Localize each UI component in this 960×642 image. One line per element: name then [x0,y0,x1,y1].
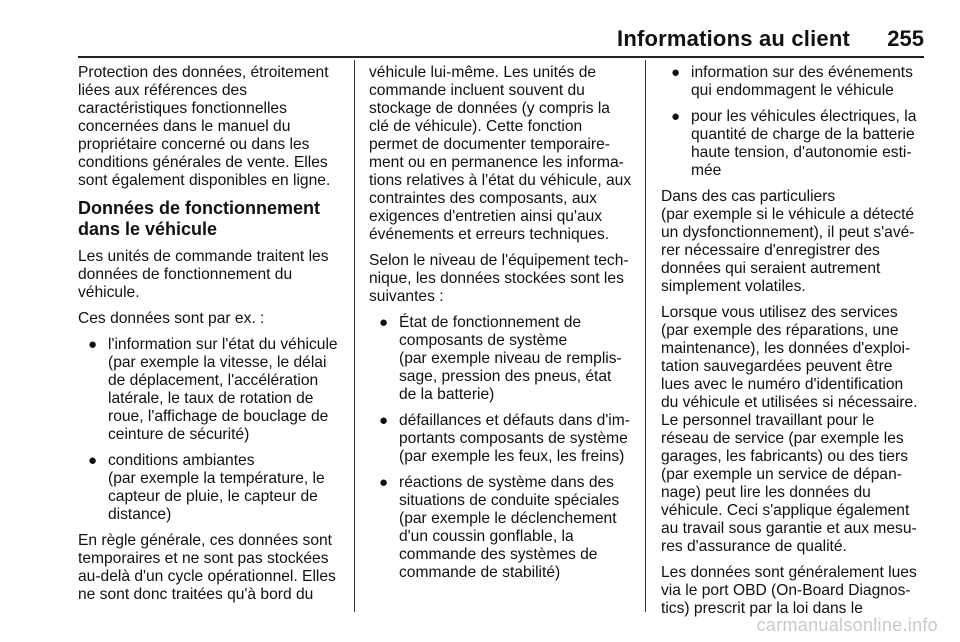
paragraph: Protection des données, étroitement liées aux références des caractéristiques fonctionnelles concernées dans le manuel du propriétaire concerné ou dans les conditions générales de vente. Elles sont également disponibles en ligne. [78,64,331,189]
column-3 [661,64,926,626]
list-item-text: réactions de système dans des situations de conduite spéciales (par exemple le déclenchement d'un coussin gonflable, la commande des systèmes de commande de stabilité) [399,474,620,581]
page-number: 255 [887,26,924,51]
page-title: Informations au client [617,26,850,51]
list-item-text: défaillances et défauts dans d'im- portants composants de système (par exemple les feux, les freins) [399,412,630,465]
list-item-text: l'information sur l'état du véhicule (par exemple la vitesse, le délai de déplacement, l'accélération latérale, le taux de rotation de roue, l'affichage de bouclage de ceinture de sécurité) [108,336,338,443]
bullet-icon: ● [88,452,98,469]
column-1 [78,64,344,612]
bullet-icon: ● [379,474,389,491]
paragraph: Les données sont généralement lues via le port OBD (On-Board Diagnos- tics) prescrit par la loi dans le [661,564,917,617]
list-item-text: information sur des événements qui endommagent le véhicule [691,64,913,99]
list-item [369,314,634,404]
page-header [0,26,960,56]
paragraph: En règle générale, ces données sont temporaires et ne sont pas stockées au-delà d'un cycle opérationnel. Elles ne sont donc traitées qu'à bord du [78,532,336,603]
list-item [369,474,634,582]
paragraph: Dans des cas particuliers (par exemple si le véhicule a détecté un dysfonctionnement), il peut s'avé- rer nécessaire d'enregistrer des données qui seraient autrement simplement volatiles. [661,188,915,295]
paragraph: Ces données sont par ex. : [78,310,265,327]
bullet-icon: ● [379,412,389,429]
list-item-text: conditions ambiantes (par exemple la température, le capteur de pluie, le capteur de distance) [108,452,325,523]
bullet-icon: ● [671,108,681,125]
paragraph: Lorsque vous utilisez des services (par exemple des réparations, une maintenance), les données d'exploi- tation sauvegardées peuvent être lues avec le numéro d'identification du véhicule et utilisées si nécessaire. Le personnel travaillant pour le réseau de service (par exemple les garages, les fabricants) ou des tiers (par exemple un service de dépan- nage) peut lire les données du véhicule. Ceci s'applique également au travail sous garantie et aux mesu- res d'assurance de qualité. [661,304,918,555]
bullet-icon: ● [671,64,681,81]
bullet-list [369,314,634,582]
list-item [661,64,926,100]
list-item [661,108,926,180]
paragraph: Les unités de commande traitent les données de fonctionnement du véhicule. [78,248,329,301]
list-item [78,452,344,524]
list-item-text: pour les véhicules électriques, la quantité de charge de la batterie haute tension, d'autonomie esti- mée [691,108,917,179]
paragraph: Selon le niveau de l'équipement tech- nique, les données stockées sont les suivantes : [369,252,629,305]
column-divider [645,60,646,612]
bullet-icon: ● [379,314,389,331]
bullet-list [661,64,926,180]
paragraph: véhicule lui-même. Les unités de commande incluent souvent du stockage de données (y compris la clé de véhicule). Cette fonction permet de documenter temporaire- ment ou en permanence les informa- tions relatives à l'état du véhicule, aux contraintes des composants, aux exigences d'entretien ainsi qu'aux événements et erreurs techniques. [369,64,632,243]
bullet-icon: ● [88,336,98,353]
list-item [369,412,634,466]
list-item-text: État de fonctionnement de composants de système (par exemple niveau de remplis- sage, pression des pneus, état de la batterie) [399,314,622,403]
list-item [78,336,344,444]
header-rule [78,56,924,58]
section-heading: Données de fonctionnement dans le véhicule [78,198,321,239]
watermark: carmanualsonline.info [756,615,938,635]
bullet-list [78,336,344,524]
column-2 [369,64,634,590]
column-divider [354,60,355,612]
